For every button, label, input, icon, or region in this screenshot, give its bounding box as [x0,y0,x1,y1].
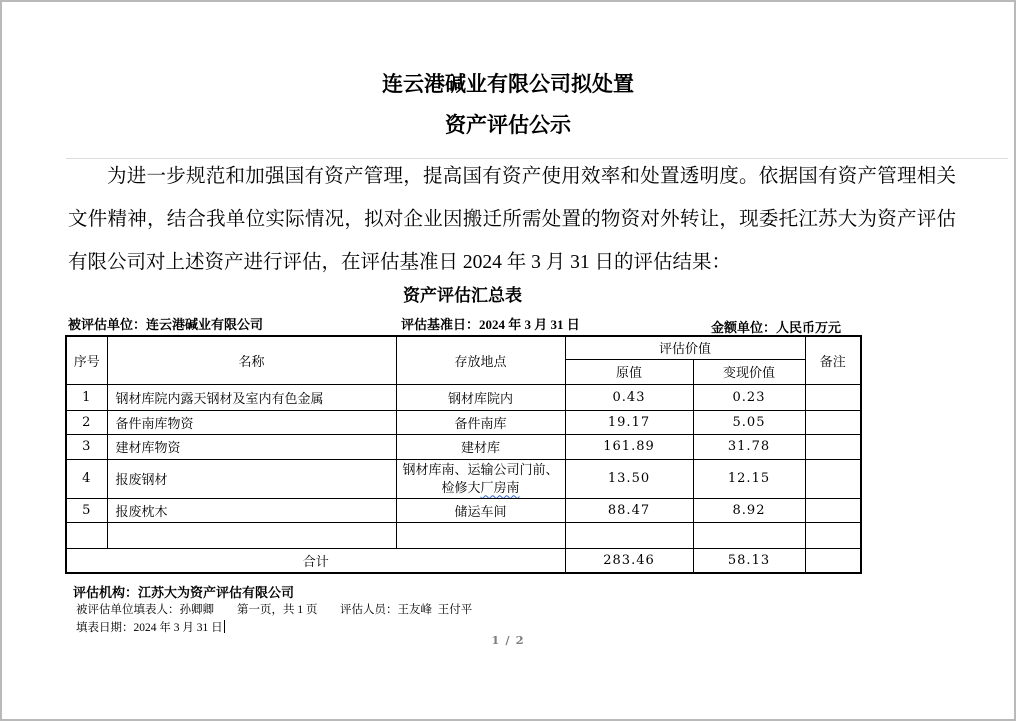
meta-base-date: 评估基准日：2024 年 3 月 31 日 [401,317,580,332]
cell-realizable: 31.78 [693,434,805,459]
cell-name: 建材库物资 [107,434,396,459]
cell-remark [805,410,861,434]
cell-location [396,522,565,548]
page-indicator: 1 / 2 [491,633,525,647]
meta-amount-unit: 金额单位：人民币万元 [711,320,842,335]
asset-summary-table [65,335,862,574]
header-remark: 备注 [805,336,861,384]
cell-name: 报废枕木 [107,498,396,522]
table-header-row-1 [66,336,861,359]
cell-original: 88.47 [565,498,693,522]
cell-original: 13.50 [565,459,693,498]
cell-location: 储运车间 [396,498,565,522]
table-row [66,384,861,410]
table-title: 资产评估汇总表 [403,286,522,305]
footer-agency: 评估机构：江苏大为资产评估有限公司 [73,585,295,600]
table-total-row [66,548,861,573]
doc-title-line1: 连云港碱业有限公司拟处置 [382,72,634,96]
footer-evaluators: 评估人员：王友峰 王付平 [340,604,473,616]
cell-remark [805,522,861,548]
cell-seq: 4 [66,459,107,498]
table-row [66,434,861,459]
total-realizable: 58.13 [693,548,805,573]
header-seq: 序号 [66,336,107,384]
cell-location: 建材库 [396,434,565,459]
cell-realizable: 8.92 [693,498,805,522]
total-original: 283.46 [565,548,693,573]
cell-realizable: 5.05 [693,410,805,434]
doc-title-line2: 资产评估公示 [445,113,571,137]
cell-name: 钢材库院内露天钢材及室内有色金属 [107,384,396,410]
header-location: 存放地点 [396,336,565,384]
cell-realizable [693,522,805,548]
cell-original: 161.89 [565,434,693,459]
header-realizable-value: 变现价值 [693,359,805,384]
header-value-group: 评估价值 [565,336,805,359]
meta-evaluated-unit: 被评估单位：连云港碱业有限公司 [68,317,264,332]
table-row [66,459,861,498]
location-line2: 检修大 [441,479,481,495]
location-line1: 钢材库南、运输公司门前、 [402,461,559,477]
cell-seq: 1 [66,384,107,410]
cell-seq: 3 [66,434,107,459]
cell-seq [66,522,107,548]
cell-seq: 5 [66,498,107,522]
table-row [66,410,861,434]
cell-name: 备件南库物资 [107,410,396,434]
cell-name [107,522,396,548]
table-row-empty [66,522,861,548]
cell-original: 0.43 [565,384,693,410]
header-name: 名称 [107,336,396,384]
footer-page-info: 第一页，共 1 页 [237,604,318,616]
total-remark [805,548,861,573]
cell-original: 19.17 [565,410,693,434]
footer-filler: 被评估单位填表人：孙卿卿 [76,604,214,616]
text-cursor [224,620,225,633]
cell-seq: 2 [66,410,107,434]
fill-date-text: 填表日期：2024 年 3 月 31 日 [76,622,223,634]
table-row [66,498,861,522]
cell-name: 报废钢材 [107,459,396,498]
cell-realizable: 12.15 [693,459,805,498]
cell-remark [805,459,861,498]
cell-original [565,522,693,548]
cell-remark [805,498,861,522]
cell-location: 钢材库院内 [396,384,565,410]
cell-location [396,459,565,498]
total-label: 合计 [66,548,565,573]
cell-realizable: 0.23 [693,384,805,410]
grammar-check-underline: 厂房南 [480,479,520,495]
intro-paragraph: 为进一步规范和加强国有资产管理，提高国有资产使用效率和处置透明度。依据国有资产管理相关文件精神，结合我单位实际情况，拟对企业因搬迁所需处置的物资对外转让，现委托江苏大为资产评估有限公司对上述资产进行评估，在评估基准日 2024 年 3 月 31 日的评估结果： [68,166,956,273]
cell-remark [805,384,861,410]
header-original-value: 原值 [565,359,693,384]
cell-remark [805,434,861,459]
cell-location: 备件南库 [396,410,565,434]
